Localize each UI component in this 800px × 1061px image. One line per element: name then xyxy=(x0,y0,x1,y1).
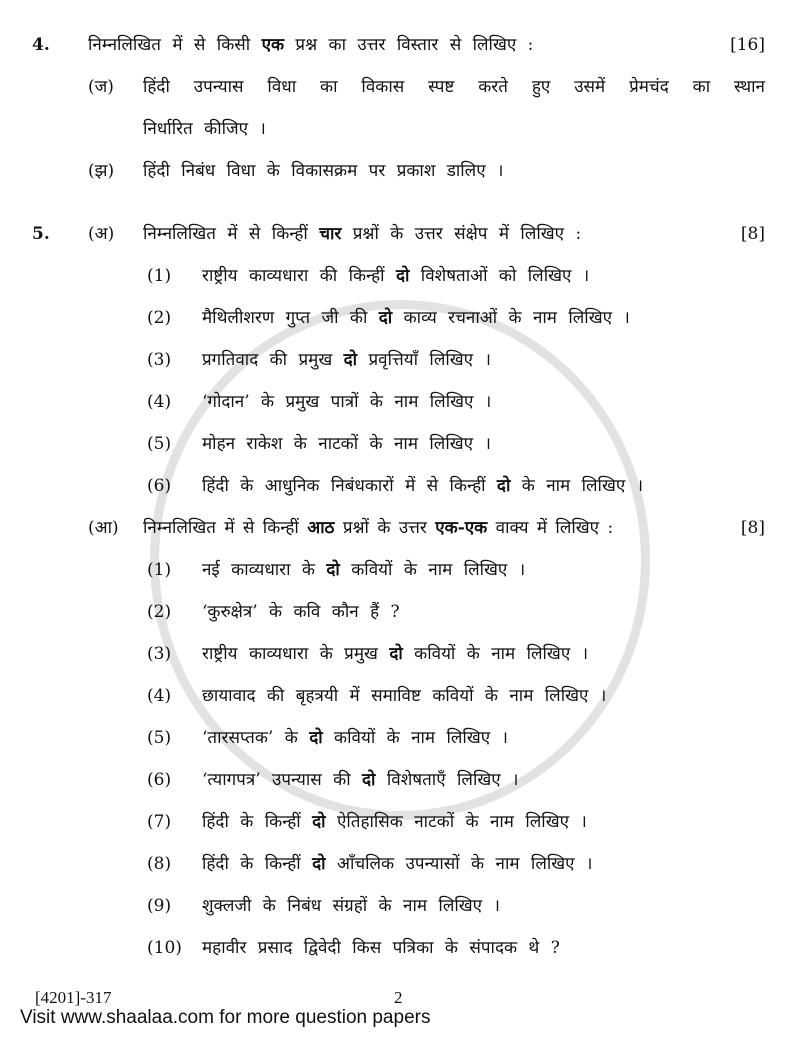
item-number: (3) xyxy=(147,350,172,370)
item-number: (7) xyxy=(147,812,172,832)
instruction-emphasis: आठ xyxy=(307,518,335,538)
item-emphasis: दो xyxy=(312,812,326,832)
item-number: (8) xyxy=(147,854,172,874)
item-text: ‘कुरुक्षेत्र’ के कवि कौन हैं ? xyxy=(202,602,400,622)
item-emphasis: दो xyxy=(309,728,323,748)
item-text: कवियों के नाम लिखिए । xyxy=(339,560,526,580)
footer-link-text[interactable]: Visit www.shaalaa.com for more question papers xyxy=(20,1007,431,1028)
item-text: नई काव्यधारा के xyxy=(202,560,327,580)
item-text: हिंदी के आधुनिक निबंधकारों में से किन्हीं xyxy=(202,476,497,496)
item-text: काव्य रचनाओं के नाम लिखिए । xyxy=(392,308,630,328)
item-text-line xyxy=(202,937,765,959)
item-number: (6) xyxy=(147,476,172,496)
item-text: प्रगतिवाद की प्रमुख xyxy=(202,350,344,370)
list-item xyxy=(0,433,800,455)
list-item xyxy=(0,475,800,497)
question-number: 4. xyxy=(32,35,50,55)
instruction-text: प्रश्न का उत्तर विस्तार से लिखिए : xyxy=(284,35,534,55)
option-text: हिंदी उपन्यास विधा का विकास स्पष्ट करते हुए उसमें प्रेमचंद का स्थान xyxy=(143,77,765,97)
item-text-line xyxy=(202,853,765,875)
item-number: (2) xyxy=(147,308,172,328)
instruction-text: निम्नलिखित में से किसी xyxy=(88,35,262,55)
list-item xyxy=(0,391,800,413)
item-number: (4) xyxy=(147,686,172,706)
part-a-items xyxy=(0,265,800,497)
item-text-line xyxy=(202,811,765,833)
item-text: ‘तारसप्तक’ के xyxy=(202,728,310,748)
part-b-header xyxy=(0,517,800,539)
item-text: राष्ट्रीय काव्यधारा की किन्हीं xyxy=(202,266,396,286)
item-text: के नाम लिखिए । xyxy=(510,476,644,496)
item-text: हिंदी के किन्हीं xyxy=(202,812,313,832)
item-text: कवियों के नाम लिखिए । xyxy=(322,728,508,748)
item-text: ‘गोदान’ के प्रमुख पात्रों के नाम लिखिए । xyxy=(202,392,492,412)
item-text: ‘त्यागपत्र’ उपन्यास की xyxy=(202,770,363,790)
list-item xyxy=(0,811,800,833)
item-text: राष्ट्रीय काव्यधारा के प्रमुख xyxy=(202,644,390,664)
item-emphasis: दो xyxy=(496,476,511,496)
item-text: विशेषताओं को लिखिए । xyxy=(409,266,590,286)
item-number: (1) xyxy=(147,266,172,286)
list-item xyxy=(0,643,800,665)
item-text-line xyxy=(202,475,765,497)
option-continuation-row xyxy=(0,118,800,140)
instruction-emphasis: चार xyxy=(319,224,342,244)
marks: [16] xyxy=(730,35,765,55)
question-number: 5. xyxy=(32,224,50,244)
item-text: छायावाद की बृहत्रयी में समाविष्ट कवियों के नाम लिखिए । xyxy=(202,686,607,706)
item-text-line xyxy=(202,391,765,413)
marks: [8] xyxy=(740,224,765,244)
instruction-emphasis: एक xyxy=(261,35,285,55)
part-label: (अ) xyxy=(88,224,115,244)
item-number: (5) xyxy=(147,434,172,454)
instruction-text: निम्नलिखित में से किन्हीं xyxy=(143,224,320,244)
item-text-line xyxy=(202,727,765,749)
item-emphasis: दो xyxy=(312,854,326,874)
instruction-emphasis: एक-एक xyxy=(435,518,488,538)
item-text: आँचलिक उपन्यासों के नाम लिखिए । xyxy=(325,854,593,874)
item-number: (6) xyxy=(147,770,172,790)
list-item xyxy=(0,769,800,791)
item-text: हिंदी के किन्हीं xyxy=(202,854,313,874)
option-label: (ज) xyxy=(88,77,114,97)
part-instruction xyxy=(143,517,729,539)
item-text-line xyxy=(202,265,765,287)
question-4-header xyxy=(0,34,800,56)
item-number: (9) xyxy=(147,896,172,916)
list-item xyxy=(0,559,800,581)
item-emphasis: दो xyxy=(395,266,410,286)
list-item xyxy=(0,349,800,371)
paper-code: [4201]-317 xyxy=(35,988,112,1007)
option-text: हिंदी निबंध विधा के विकासक्रम पर प्रकाश डालिए । xyxy=(143,161,504,181)
item-text: मोहन राकेश के नाटकों के नाम लिखिए । xyxy=(202,434,491,454)
item-number: (3) xyxy=(147,644,172,664)
item-number: (4) xyxy=(147,392,172,412)
list-item xyxy=(0,265,800,287)
item-text: कवियों के नाम लिखिए । xyxy=(402,644,589,664)
item-text: प्रवृत्तियाँ लिखिए । xyxy=(357,350,491,370)
marks: [8] xyxy=(740,518,765,538)
item-text: ऐतिहासिक नाटकों के नाम लिखिए । xyxy=(325,812,587,832)
page-number: 2 xyxy=(394,988,403,1007)
item-text: मैथिलीशरण गुप्त जी की xyxy=(202,308,379,328)
part-b-items xyxy=(0,559,800,959)
item-emphasis: दो xyxy=(326,560,340,580)
option-row xyxy=(0,76,800,98)
item-text-line xyxy=(202,769,765,791)
list-item xyxy=(0,853,800,875)
item-number: (1) xyxy=(147,560,172,580)
part-label: (आ) xyxy=(88,518,119,538)
item-emphasis: दो xyxy=(362,770,376,790)
item-number: (10) xyxy=(147,938,182,958)
footer-meta xyxy=(0,989,800,1007)
item-text-line xyxy=(202,895,765,917)
instruction-text: निम्नलिखित में से किन्हीं xyxy=(143,518,308,538)
item-text: महावीर प्रसाद द्विवेदी किस पत्रिका के संपादक थे ? xyxy=(202,938,560,958)
item-text: शुक्लजी के निबंध संग्रहों के नाम लिखिए । xyxy=(202,896,500,916)
item-text-line xyxy=(202,307,765,329)
item-emphasis: दो xyxy=(389,644,403,664)
item-number: (5) xyxy=(147,728,172,748)
instruction-text: वाक्य में लिखिए : xyxy=(487,518,614,538)
part-instruction xyxy=(143,223,729,245)
list-item xyxy=(0,937,800,959)
item-text-line xyxy=(202,685,765,707)
item-number: (2) xyxy=(147,602,172,622)
item-emphasis: दो xyxy=(378,308,393,328)
item-text-line xyxy=(202,559,765,581)
list-item xyxy=(0,895,800,917)
instruction-text: प्रश्नों के उत्तर संक्षेप में लिखिए : xyxy=(341,224,582,244)
list-item xyxy=(0,685,800,707)
question-instruction xyxy=(88,34,718,56)
instruction-text: प्रश्नों के उत्तर xyxy=(334,518,436,538)
item-text-line xyxy=(202,349,765,371)
item-text: विशेषताएँ लिखिए । xyxy=(375,770,519,790)
item-text-line xyxy=(202,643,765,665)
option-label: (झ) xyxy=(88,161,115,181)
list-item xyxy=(0,601,800,623)
list-item xyxy=(0,727,800,749)
page-footer xyxy=(0,989,800,1029)
item-emphasis: दो xyxy=(343,350,358,370)
item-text-line xyxy=(202,601,765,623)
list-item xyxy=(0,307,800,329)
option-row xyxy=(0,160,800,182)
option-text-continued: निर्धारित कीजिए । xyxy=(143,119,266,139)
question-5-header xyxy=(0,223,800,245)
item-text-line xyxy=(202,433,765,455)
